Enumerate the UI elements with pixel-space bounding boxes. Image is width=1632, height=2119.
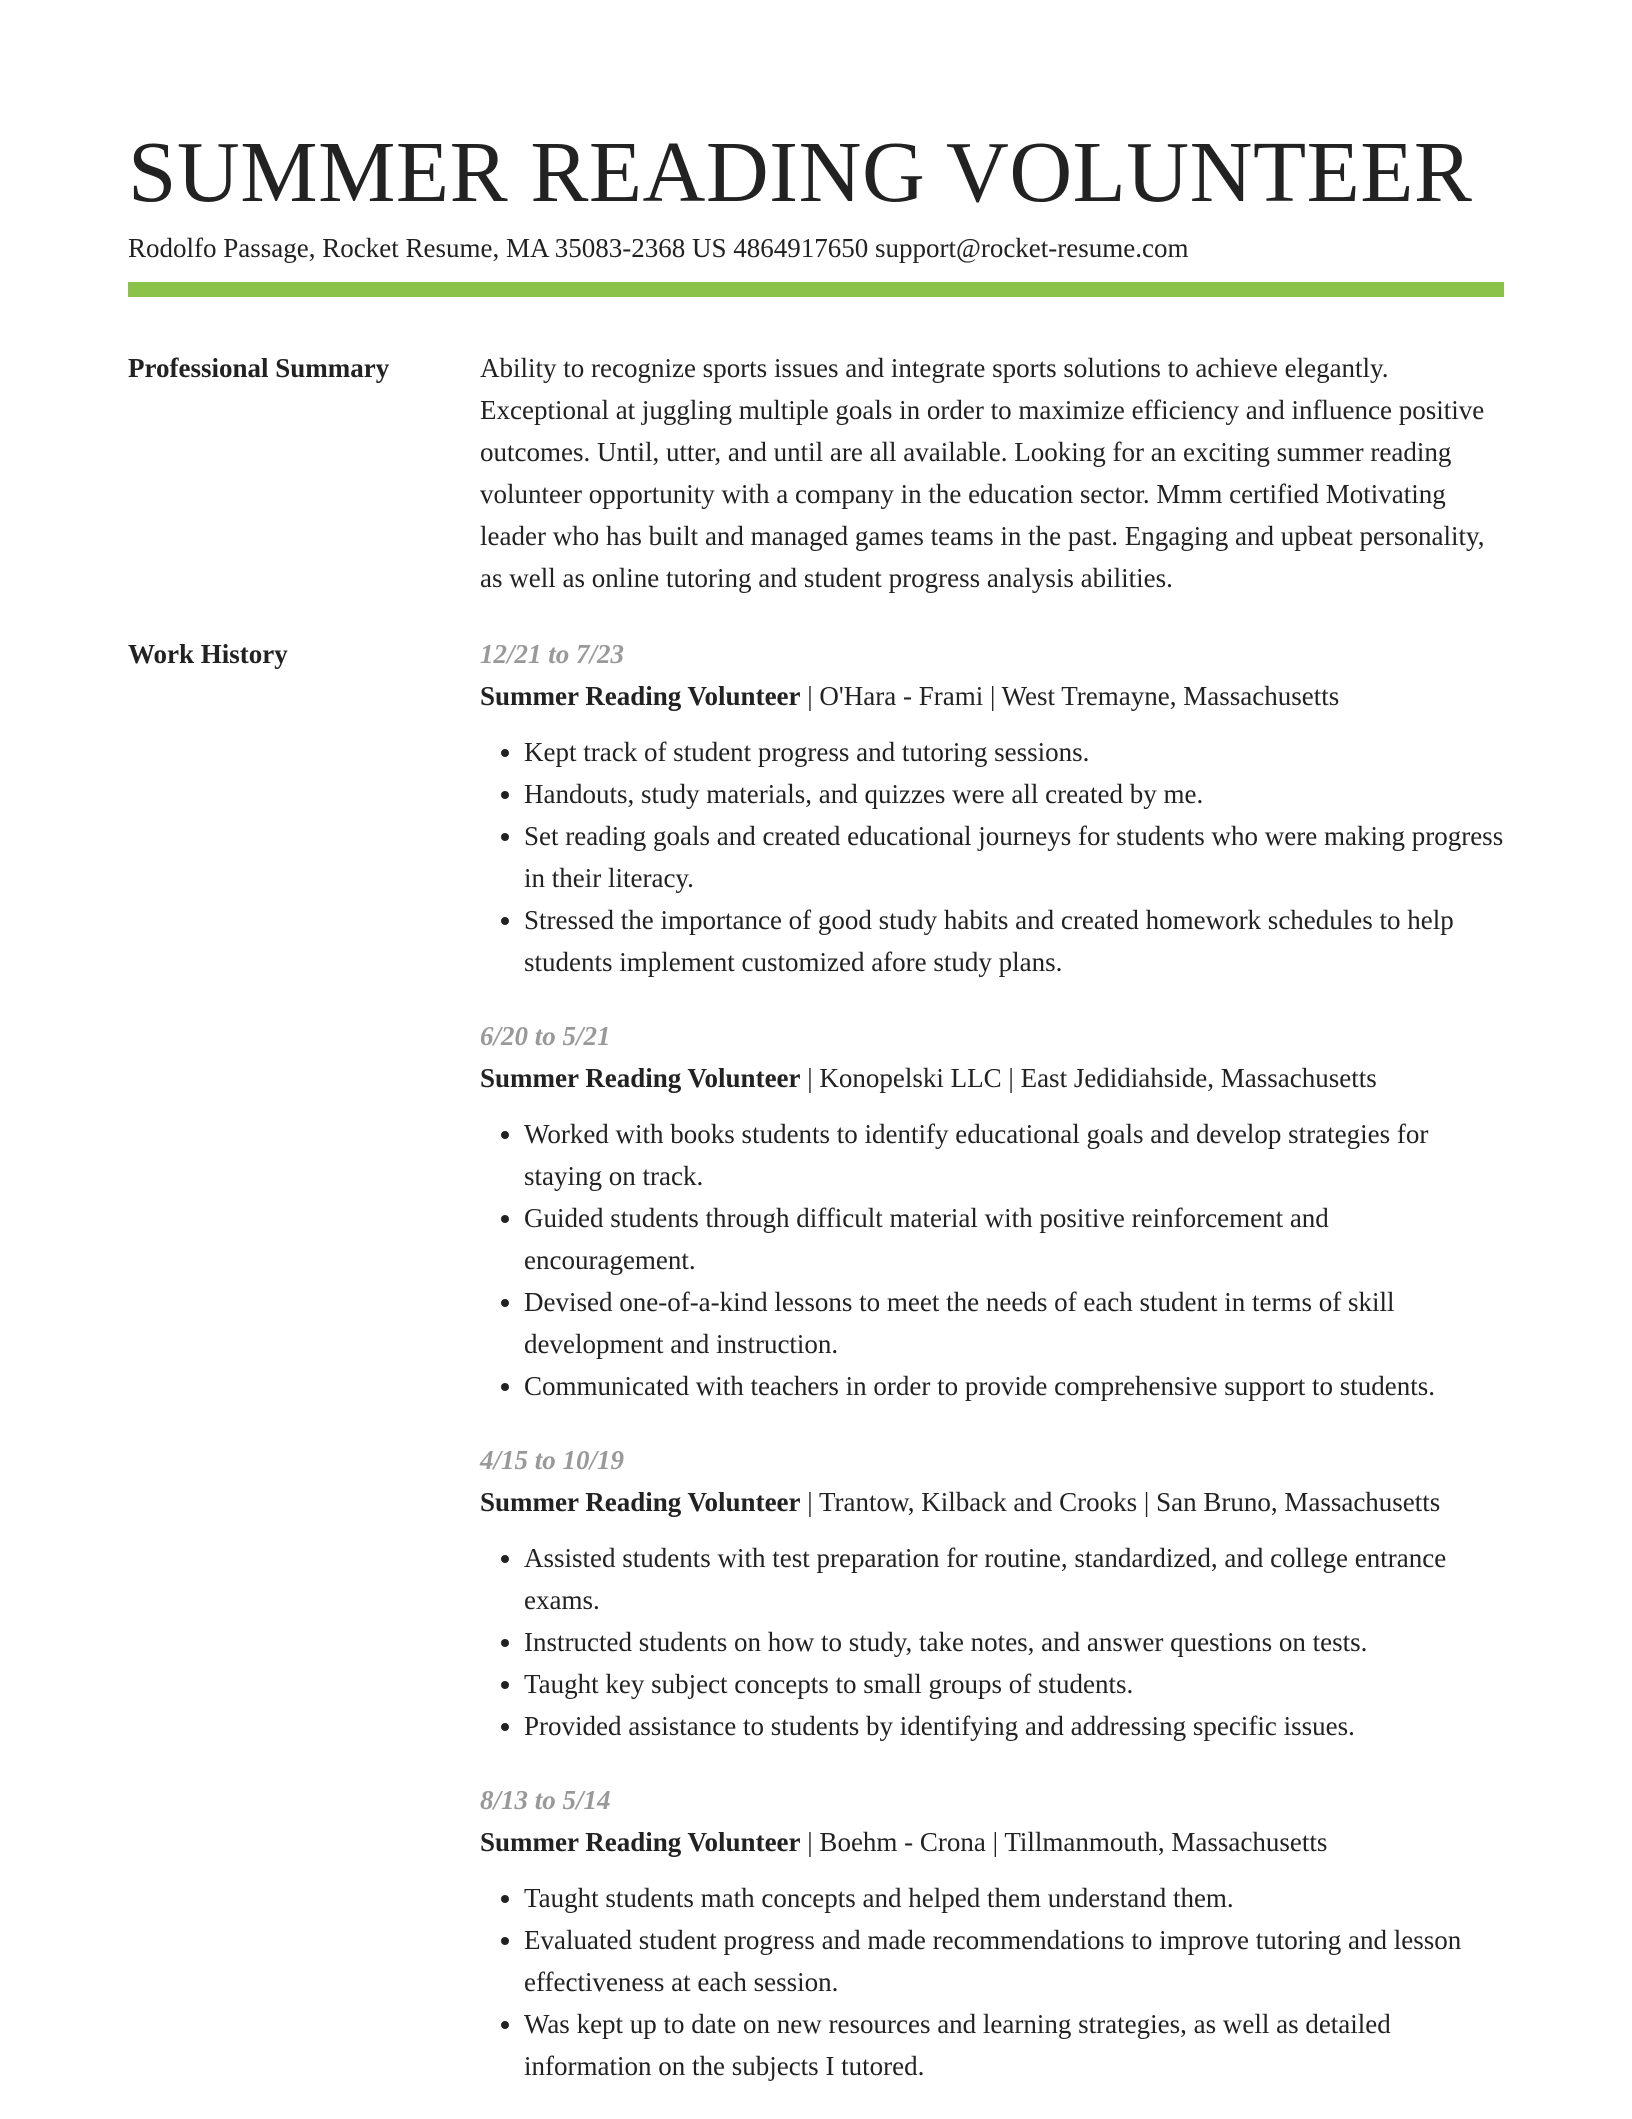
job-bullet: • Evaluated student progress and made recommendations to improve tutoring and lesson effectiveness at each session. [524, 1919, 1504, 2003]
job-bullet: • Kept track of student progress and tutoring sessions. [524, 731, 1504, 773]
job-bullet: • Worked with books students to identify educational goals and develop strategies for staying on track. [524, 1113, 1504, 1197]
job-heading [480, 675, 1504, 717]
job-list [480, 633, 1504, 2119]
job-heading [480, 1481, 1504, 1523]
job-employer-location: | Trantow, Kilback and Crooks | San Bruno, Massachusetts [800, 1487, 1441, 1517]
accent-divider [128, 282, 1504, 297]
job-dates: 6/20 to 5/21 [480, 1021, 611, 1051]
summary-text: Ability to recognize sports issues and integrate sports solutions to achieve elegantly. Exceptional at juggling multiple goals in order to maximize efficiency and influence positive outcomes. Until, utter, and until are all available. Looking for an exciting summer reading volunteer opportunity with a company in the education sector. Mmm certified Motivating leader who has built and managed games teams in the past. Engaging and upbeat personality, as well as online tutoring and student progress analysis abilities. [480, 353, 1485, 593]
job-bullet: • Taught key subject concepts to small groups of students. [524, 1663, 1504, 1705]
job-bullet: • Assisted students with test preparation for routine, standardized, and college entrance exams. [524, 1537, 1504, 1621]
resume-page [128, 0, 1504, 2119]
resume-title: SUMMER READING VOLUNTEER [128, 123, 1473, 220]
job-title: Summer Reading Volunteer [480, 681, 801, 711]
job-title: Summer Reading Volunteer [480, 1487, 801, 1517]
job-bullet-list [480, 1877, 1504, 2087]
job-employer-location: | Konopelski LLC | East Jedidiahside, Massachusetts [800, 1063, 1377, 1093]
job-title: Summer Reading Volunteer [480, 1063, 801, 1093]
job-heading [480, 1821, 1504, 1863]
job-entry [480, 633, 1504, 983]
job-bullet: • Communicated with teachers in order to provide comprehensive support to students. [524, 1365, 1504, 1407]
job-bullet: • Set reading goals and created educational journeys for students who were making progress in their literacy. [524, 815, 1504, 899]
job-employer-location: | O'Hara - Frami | West Tremayne, Massachusetts [800, 681, 1340, 711]
job-employer-location: | Boehm - Crona | Tillmanmouth, Massachusetts [800, 1827, 1328, 1857]
job-dates: 4/15 to 10/19 [480, 1445, 625, 1475]
job-bullet-list [480, 1113, 1504, 1407]
summary-heading: Professional Summary [128, 353, 390, 383]
job-bullet-list [480, 731, 1504, 983]
contact-line: Rodolfo Passage, Rocket Resume, MA 35083-2368 US 4864917650 support@rocket-resume.com [128, 233, 1189, 263]
job-bullet: • Taught students math concepts and helped them understand them. [524, 1877, 1504, 1919]
job-bullet: • Handouts, study materials, and quizzes were all created by me. [524, 773, 1504, 815]
job-bullet: • Instructed students on how to study, take notes, and answer questions on tests. [524, 1621, 1504, 1663]
job-dates: 12/21 to 7/23 [480, 639, 625, 669]
job-bullet: • Guided students through difficult material with positive reinforcement and encouragement. [524, 1197, 1504, 1281]
job-bullet: • Stressed the importance of good study habits and created homework schedules to help students implement customized afore study plans. [524, 899, 1504, 983]
job-entry [480, 1439, 1504, 1747]
work-history-heading: Work History [128, 639, 288, 669]
job-entry [480, 1015, 1504, 1407]
summary-section [128, 347, 1504, 599]
job-bullet: • Devised one-of-a-kind lessons to meet the needs of each student in terms of skill development and instruction. [524, 1281, 1504, 1365]
job-heading [480, 1057, 1504, 1099]
work-history-section [128, 633, 1504, 2119]
job-entry [480, 1779, 1504, 2087]
job-bullet-list [480, 1537, 1504, 1747]
job-dates: 8/13 to 5/14 [480, 1785, 611, 1815]
job-title: Summer Reading Volunteer [480, 1827, 801, 1857]
job-bullet: • Was kept up to date on new resources and learning strategies, as well as detailed information on the subjects I tutored. [524, 2003, 1504, 2087]
job-bullet: • Provided assistance to students by identifying and addressing specific issues. [524, 1705, 1504, 1747]
